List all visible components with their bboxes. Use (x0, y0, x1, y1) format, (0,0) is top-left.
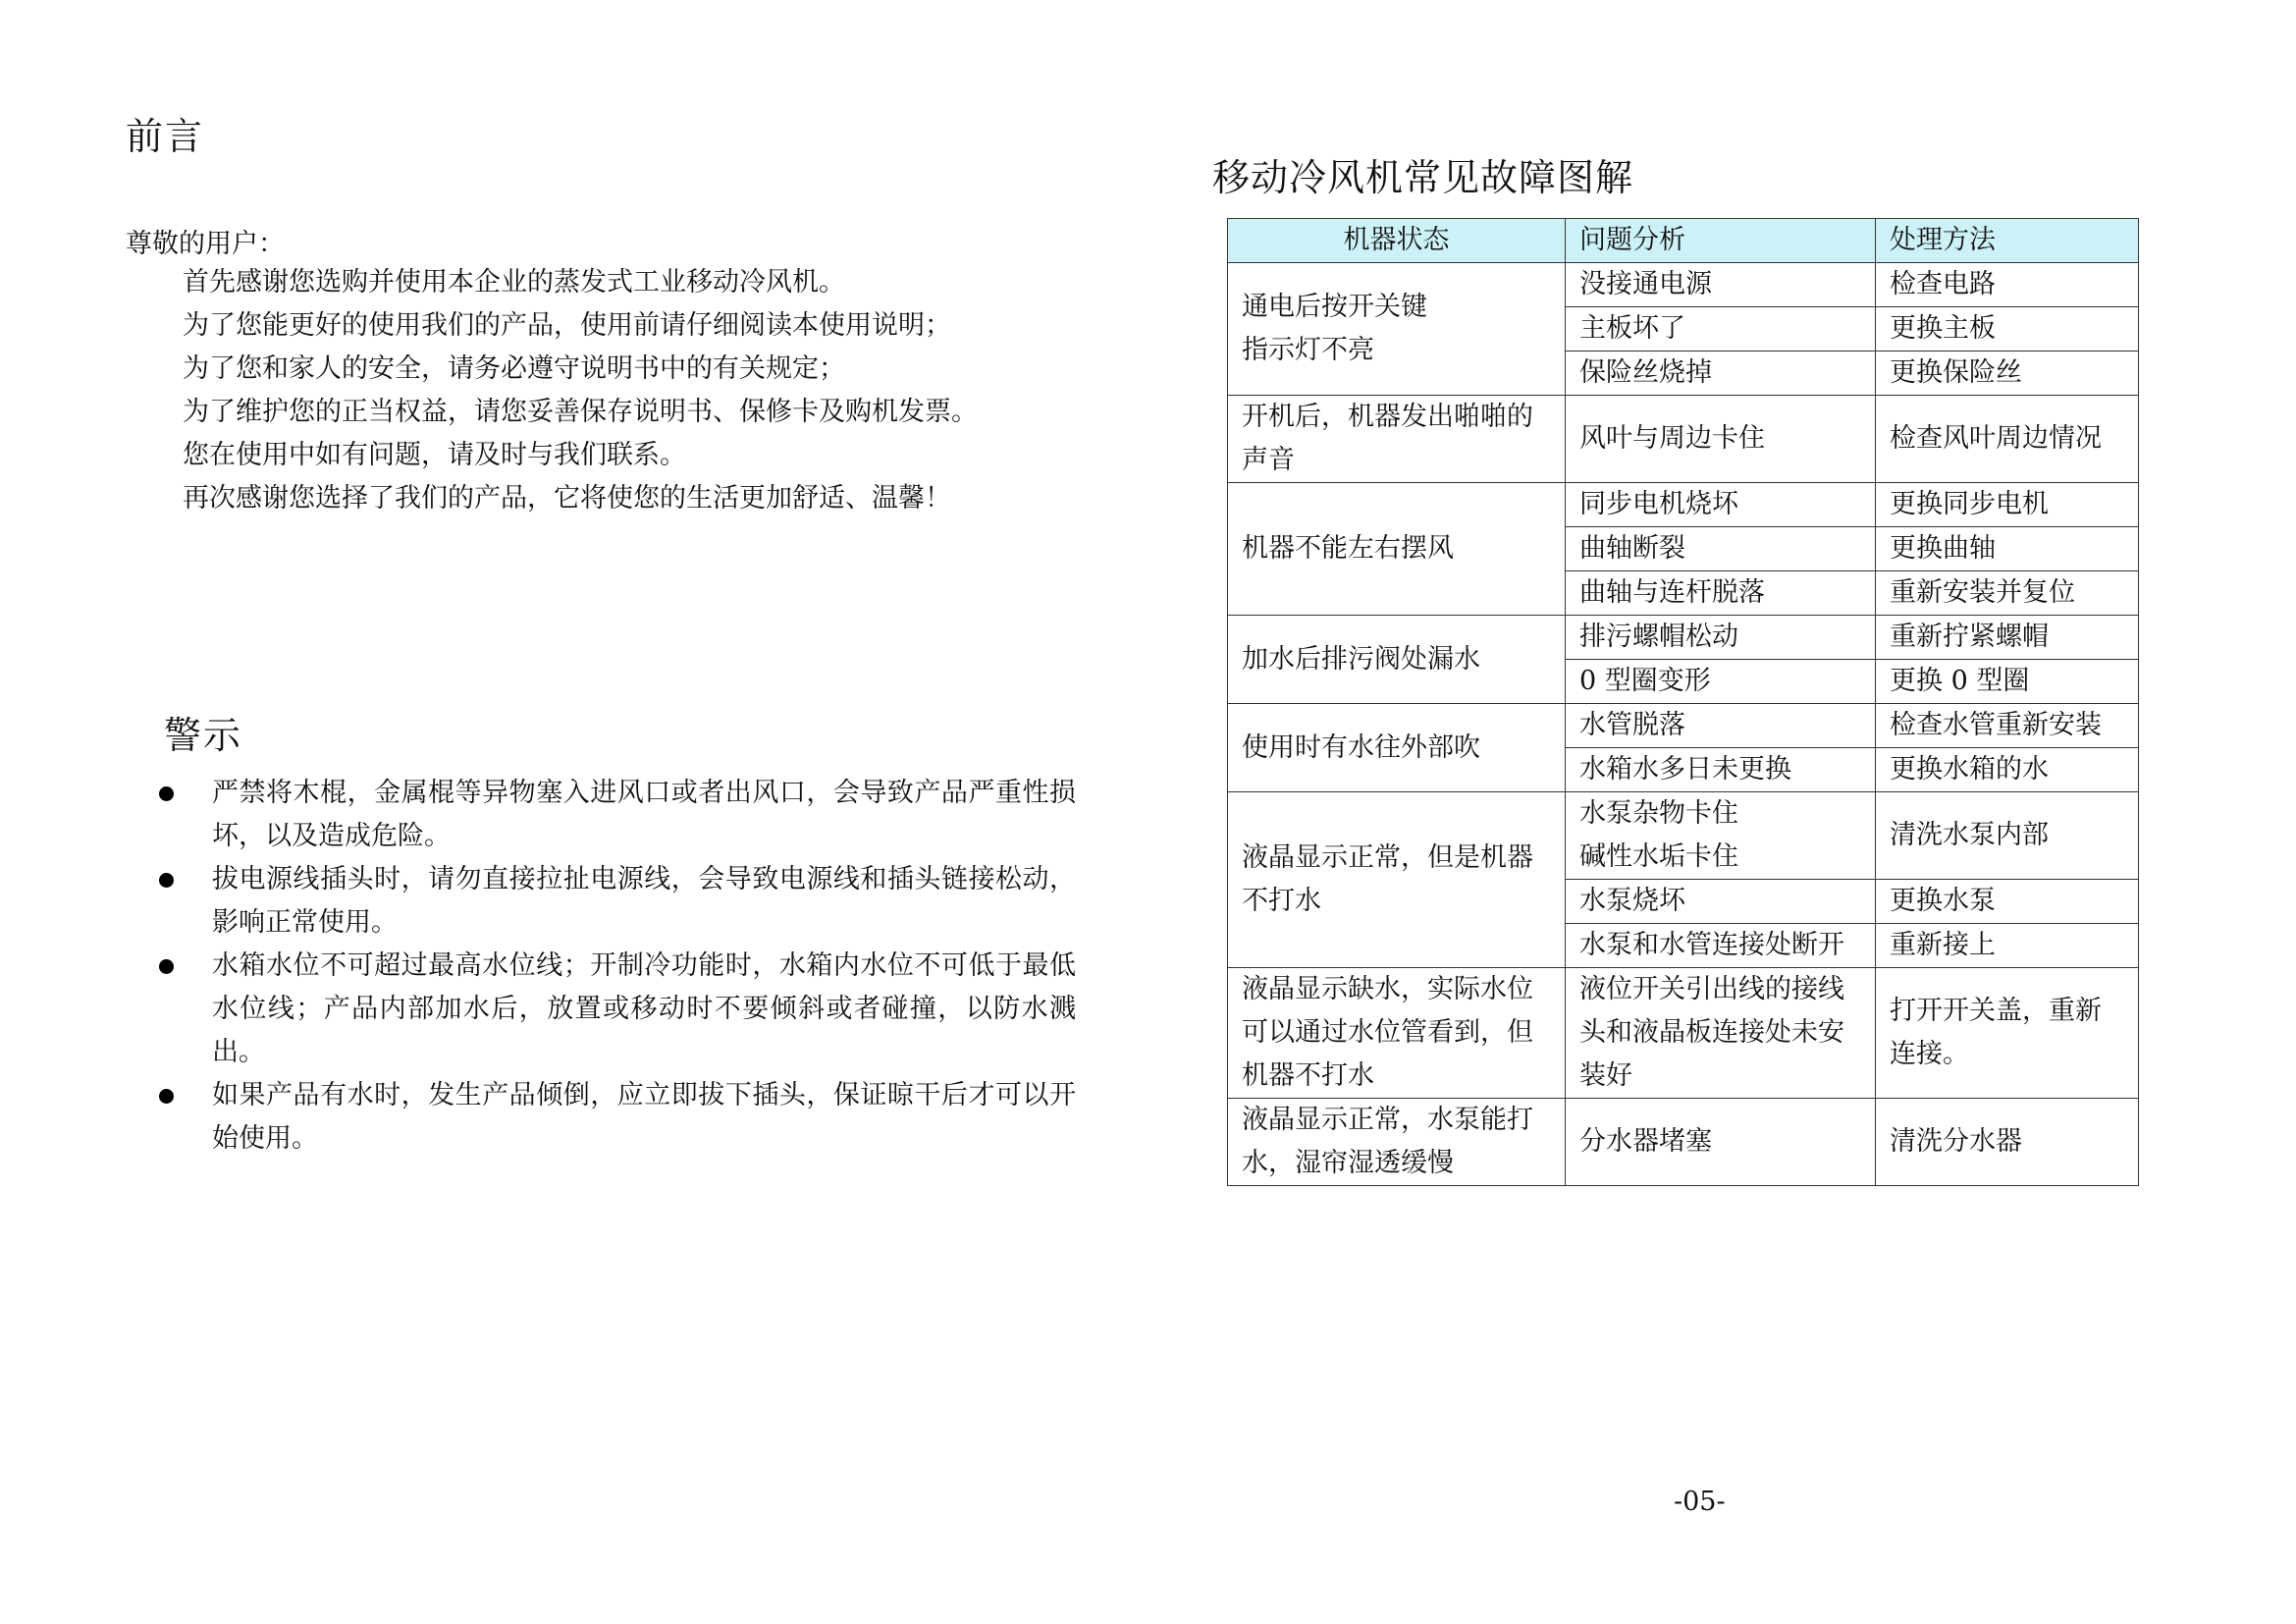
machine-state-cell: 加水后排污阀处漏水 (1228, 616, 1566, 704)
problem-analysis-cell: 水管脱落 (1566, 704, 1876, 748)
fault-table (1227, 218, 2139, 1186)
warning-text: 严禁将木棍，金属棍等异物塞入进风口或者出风口，会导致产品严重性损坏，以及造成危险。 (212, 778, 1076, 851)
problem-analysis-cell: 风叶与周边卡住 (1566, 396, 1876, 483)
preface-line: 为了维护您的正当权益，请您妥善保存说明书、保修卡及购机发票。 (183, 397, 978, 427)
problem-analysis-cell: 液位开关引出线的接线头和液晶板连接处未安装好 (1566, 968, 1876, 1099)
column-header: 机器状态 (1228, 219, 1566, 263)
preface-line: 您在使用中如有问题，请及时与我们联系。 (183, 440, 686, 470)
table-row (1228, 396, 2139, 483)
preface-lines (183, 261, 978, 520)
warning-item (153, 858, 1076, 945)
bullet-icon (159, 873, 174, 888)
problem-analysis-cell: 水箱水多日未更换 (1566, 748, 1876, 792)
solution-cell: 清洗水泵内部 (1876, 792, 2139, 880)
bullet-icon (159, 959, 174, 974)
table-row (1228, 1099, 2139, 1186)
warning-text: 拔电源线插头时，请勿直接拉扯电源线，会导致电源线和插头链接松动，影响正常使用。 (212, 864, 1076, 938)
solution-cell: 更换同步电机 (1876, 483, 2139, 527)
table-row (1228, 792, 2139, 880)
machine-state-cell: 液晶显示正常，水泵能打水，湿帘湿透缓慢 (1228, 1099, 1566, 1186)
solution-cell: 清洗分水器 (1876, 1099, 2139, 1186)
problem-analysis-cell: 排污螺帽松动 (1566, 616, 1876, 660)
bullet-icon (159, 1089, 174, 1104)
warning-list (153, 772, 1076, 1161)
solution-cell: 打开开关盖，重新连接。 (1876, 968, 2139, 1099)
problem-analysis-cell: 分水器堵塞 (1566, 1099, 1876, 1186)
machine-state-cell: 机器不能左右摆风 (1228, 483, 1566, 616)
problem-analysis-cell: 保险丝烧掉 (1566, 352, 1876, 396)
table-header-row (1228, 219, 2139, 263)
table-row (1228, 704, 2139, 748)
problem-analysis-cell: 曲轴断裂 (1566, 527, 1876, 571)
solution-cell: 更换水箱的水 (1876, 748, 2139, 792)
salutation: 尊敬的用户： (126, 229, 285, 259)
problem-analysis-cell: 0 型圈变形 (1566, 660, 1876, 704)
preface-line: 首先感谢您选购并使用本企业的蒸发式工业移动冷风机。 (183, 267, 845, 298)
solution-cell: 重新安装并复位 (1876, 571, 2139, 616)
machine-state-cell: 使用时有水往外部吹 (1228, 704, 1566, 792)
problem-analysis-cell: 没接通电源 (1566, 263, 1876, 307)
table-row (1228, 616, 2139, 660)
right-page (1148, 0, 2296, 1624)
warning-text: 如果产品有水时，发生产品倾倒，应立即拔下插头，保证晾干后才可以开始使用。 (212, 1080, 1076, 1154)
warning-item (153, 945, 1076, 1074)
preface-title: 前言 (126, 115, 205, 158)
machine-state-cell: 开机后，机器发出啪啪的声音 (1228, 396, 1566, 483)
solution-cell: 更换曲轴 (1876, 527, 2139, 571)
table-row (1228, 483, 2139, 527)
column-header: 问题分析 (1566, 219, 1876, 263)
solution-cell: 重新拧紧螺帽 (1876, 616, 2139, 660)
column-header: 处理方法 (1876, 219, 2139, 263)
table-row (1228, 968, 2139, 1099)
fault-table-body (1228, 263, 2139, 1186)
machine-state-cell: 通电后按开关键 指示灯不亮 (1228, 263, 1566, 396)
problem-analysis-cell: 主板坏了 (1566, 307, 1876, 352)
fault-diagram-title: 移动冷风机常见故障图解 (1212, 156, 1634, 199)
solution-cell: 重新接上 (1876, 924, 2139, 968)
preface-line: 为了您能更好的使用我们的产品，使用前请仔细阅读本使用说明； (183, 310, 951, 341)
problem-analysis-cell: 水泵杂物卡住 碱性水垢卡住 (1566, 792, 1876, 880)
table-row (1228, 263, 2139, 307)
solution-cell: 检查风叶周边情况 (1876, 396, 2139, 483)
problem-analysis-cell: 水泵烧坏 (1566, 880, 1876, 924)
bullet-icon (159, 786, 174, 801)
warning-item (153, 1074, 1076, 1161)
warning-item (153, 772, 1076, 858)
warning-text: 水箱水位不可超过最高水位线；开制冷功能时，水箱内水位不可低于最低水位线；产品内部加水后，放置或移动时不要倾斜或者碰撞，以防水溅出。 (212, 950, 1076, 1067)
warning-title: 警示 (164, 714, 243, 757)
machine-state-cell: 液晶显示正常，但是机器不打水 (1228, 792, 1566, 968)
solution-cell: 检查电路 (1876, 263, 2139, 307)
problem-analysis-cell: 曲轴与连杆脱落 (1566, 571, 1876, 616)
preface-line: 再次感谢您选择了我们的产品，它将使您的生活更加舒适、温馨！ (183, 483, 951, 514)
solution-cell: 更换水泵 (1876, 880, 2139, 924)
solution-cell: 检查水管重新安装 (1876, 704, 2139, 748)
page-number: -05- (1674, 1487, 1726, 1517)
problem-analysis-cell: 水泵和水管连接处断开 (1566, 924, 1876, 968)
solution-cell: 更换主板 (1876, 307, 2139, 352)
preface-line: 为了您和家人的安全，请务必遵守说明书中的有关规定； (183, 353, 845, 384)
solution-cell: 更换 0 型圈 (1876, 660, 2139, 704)
solution-cell: 更换保险丝 (1876, 352, 2139, 396)
machine-state-cell: 液晶显示缺水，实际水位可以通过水位管看到，但机器不打水 (1228, 968, 1566, 1099)
problem-analysis-cell: 同步电机烧坏 (1566, 483, 1876, 527)
